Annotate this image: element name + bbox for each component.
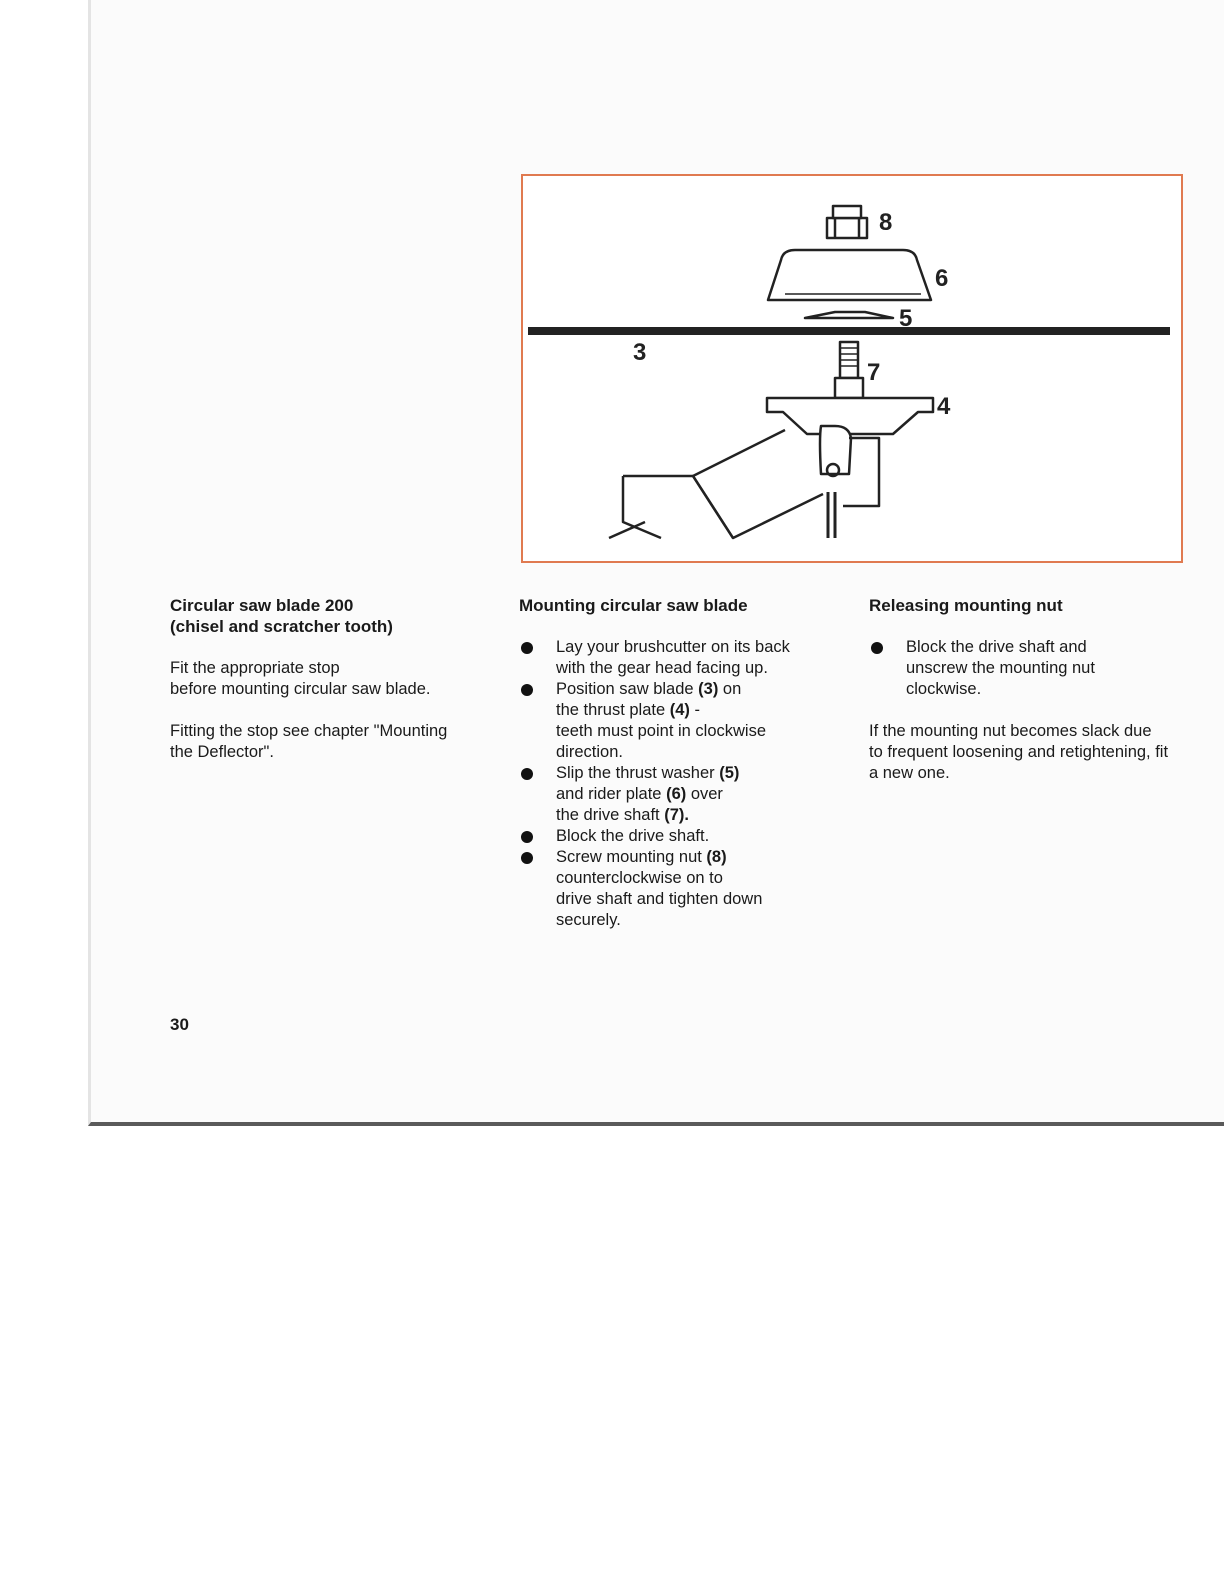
mounting-heading: Mounting circular saw blade [519,596,748,615]
circular-saw-blade-heading [170,595,480,637]
list-item: Block the drive shaft. [519,826,829,847]
list-item: Screw mounting nut (8) counterclockwise on to drive shaft and tighten down securely. [519,847,829,931]
page-sheet [88,0,1224,1126]
mounting-nut-part [827,206,867,238]
rider-plate-part [768,250,931,300]
callout-3: 3 [633,339,647,366]
callout-4: 4 [937,393,951,420]
list-item: Position saw blade (3) on the thrust plate (4) - teeth must point in clockwise direction. [519,679,829,763]
slack-nut-paragraph: If the mounting nut becomes slack due to frequent loosening and retightening, fit a new one. [869,722,1169,782]
drive-shaft-part [835,342,863,398]
left-column [170,595,480,763]
fitting-stop-paragraph: Fitting the stop see chapter "Mounting the Deflector". [170,722,448,761]
list-item: Block the drive shaft and unscrew the mounting nut clockwise. [869,637,1189,700]
bullet-icon [871,642,883,654]
saw-blade-assembly-figure [521,174,1183,563]
middle-column [519,595,829,931]
callout-7: 7 [867,359,881,386]
bullet-icon [521,684,533,696]
assembly-diagram [523,176,1181,561]
heading-line: (chisel and scratcher tooth) [170,617,393,636]
callout-6: 6 [935,265,949,292]
heading-line: Circular saw blade 200 [170,596,354,615]
right-column [869,595,1189,784]
thrust-washer-part [805,312,893,318]
releasing-heading: Releasing mounting nut [869,596,1063,615]
gear-head-part [609,426,879,538]
bullet-icon [521,642,533,654]
thrust-plate-part [767,398,933,434]
bullet-icon [521,852,533,864]
callout-5: 5 [899,305,913,332]
bullet-icon [521,768,533,780]
saw-blade-part [528,327,1170,335]
list-item: Slip the thrust washer (5) and rider plate (6) over the drive shaft (7). [519,763,829,826]
stop-instruction-paragraph: Fit the appropriate stop before mounting circular saw blade. [170,659,431,698]
callout-8: 8 [879,209,893,236]
mounting-steps-list [519,637,829,931]
page-number: 30 [170,1015,189,1034]
releasing-steps-list [869,637,1189,700]
bullet-icon [521,831,533,843]
list-item: Lay your brushcutter on its back with the gear head facing up. [519,637,829,679]
